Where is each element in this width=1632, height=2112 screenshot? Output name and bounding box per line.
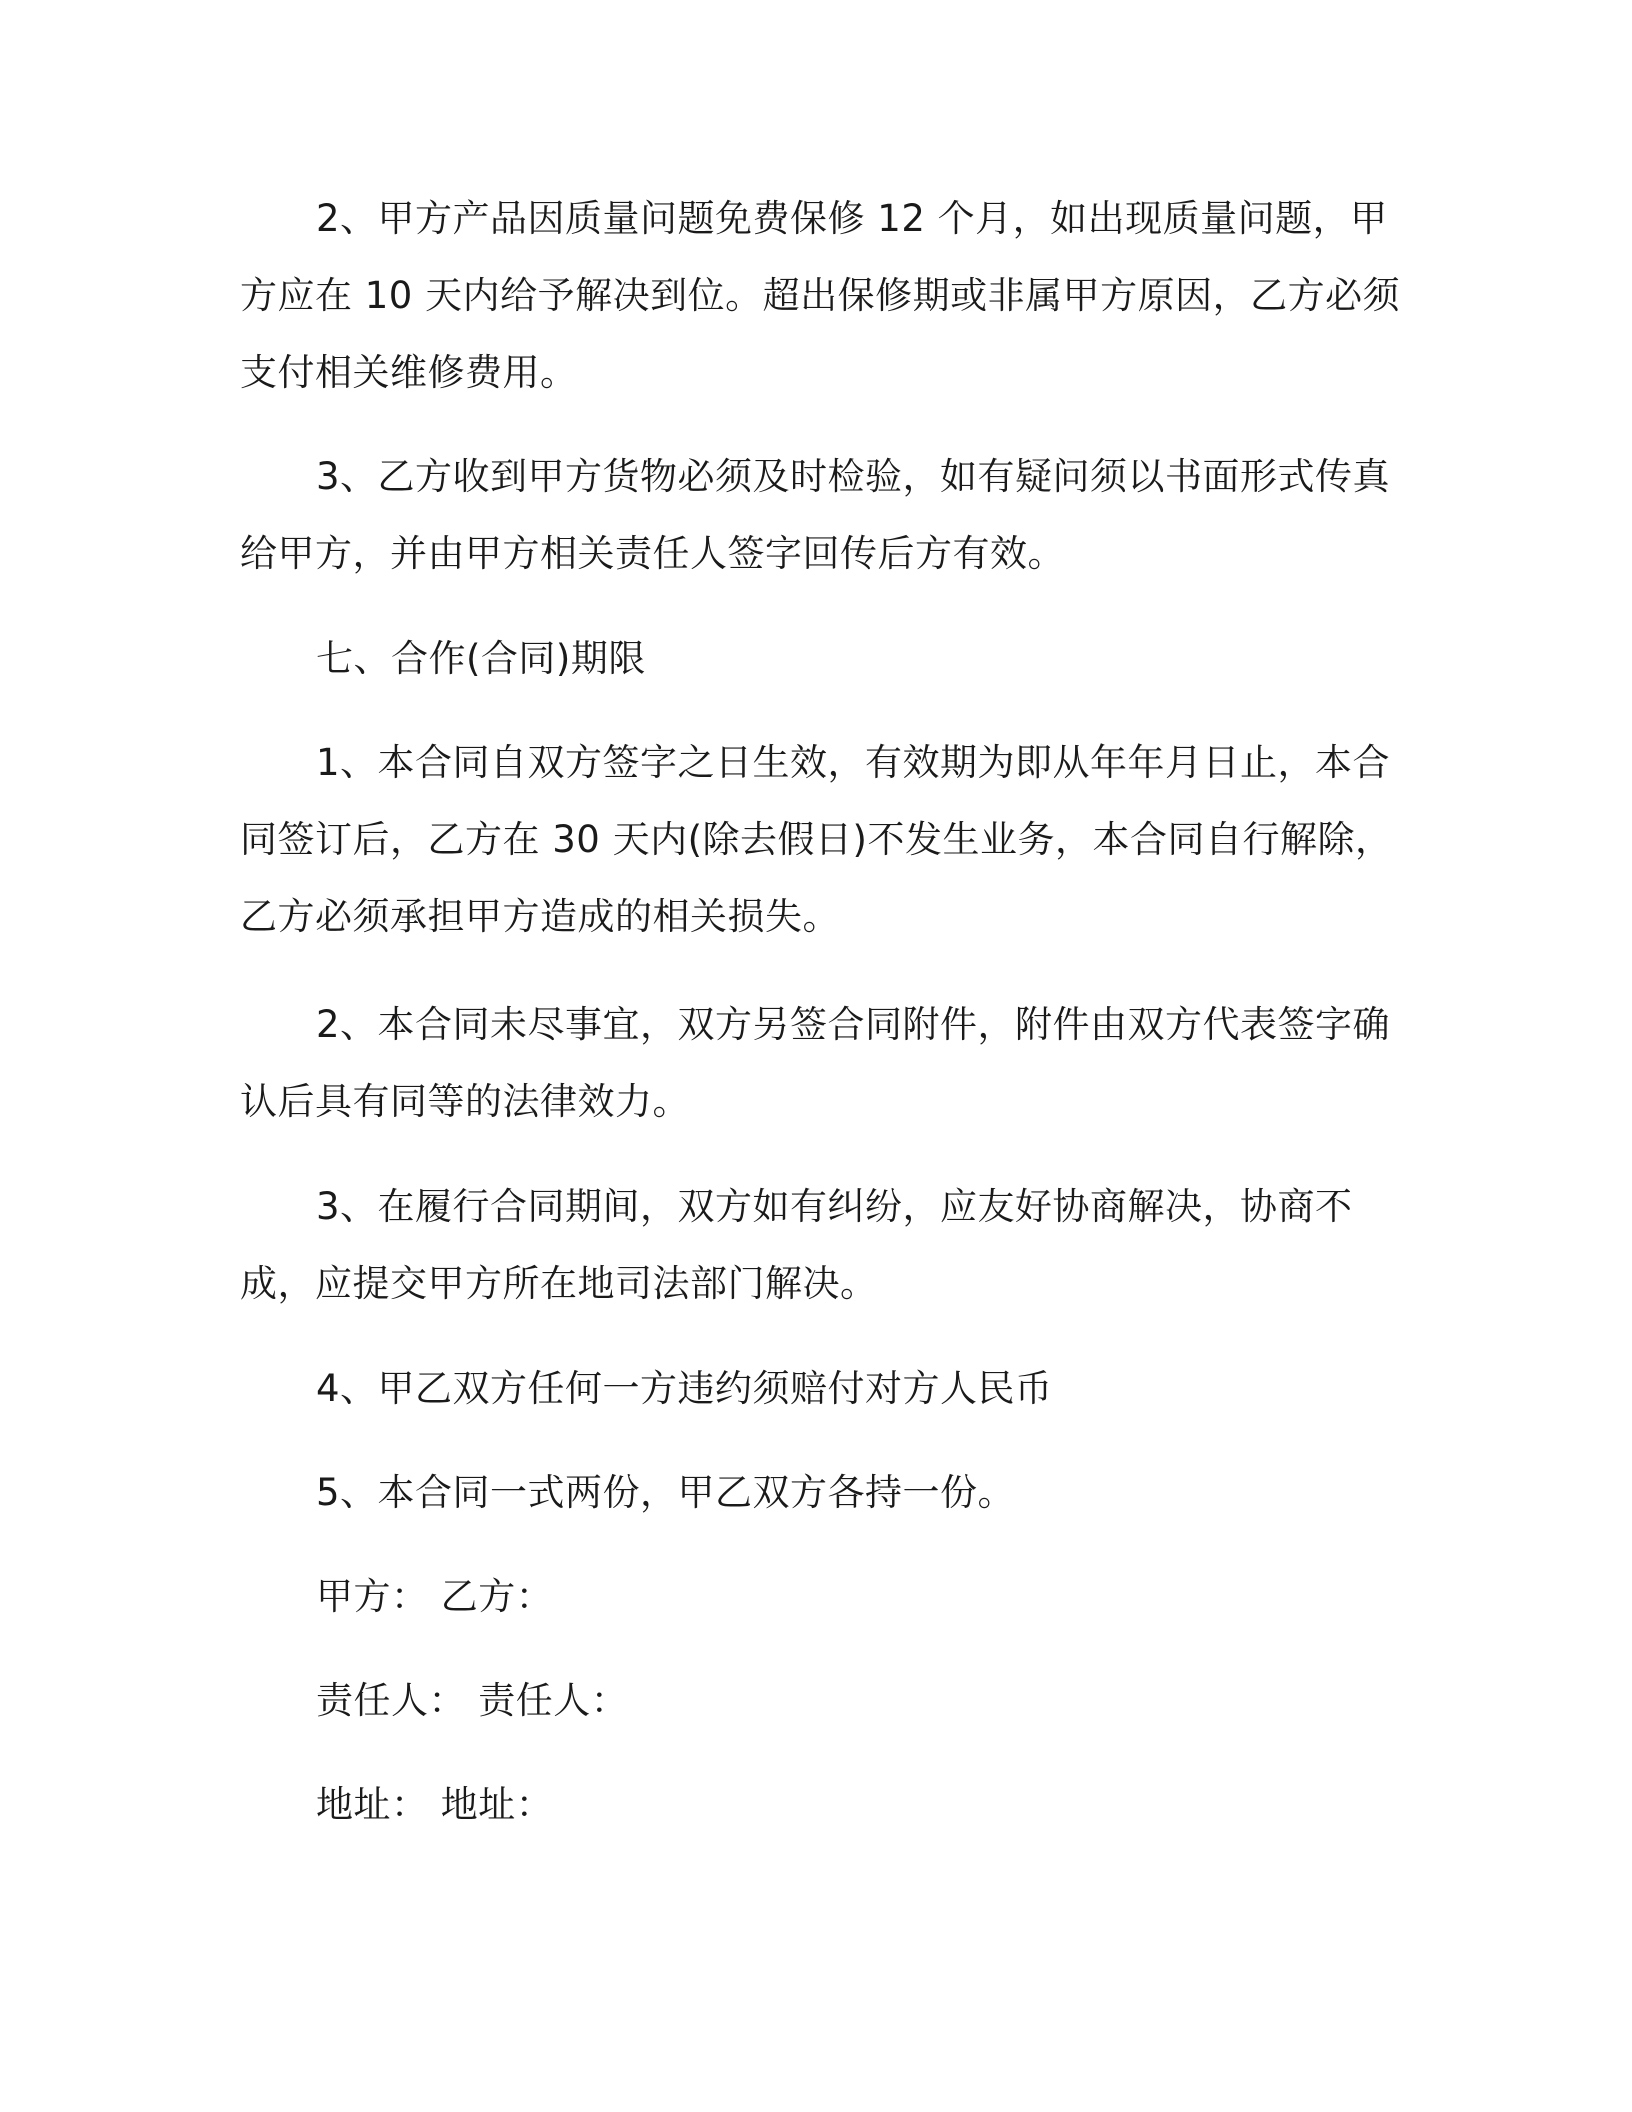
clause-copies: 5、本合同一式两份，甲乙双方各持一份。: [316, 1471, 1016, 1514]
clause-inspection: 3、乙方收到甲方货物必须及时检验，如有疑问须以书面形式传真给甲方，并由甲方相关责任人签字回传后方有效。: [240, 455, 1391, 575]
clause-dispute: 3、在履行合同期间，双方如有纠纷，应友好协商解决，协商不成，应提交甲方所在地司法部门解决。: [240, 1185, 1353, 1305]
clause-effective-period: 1、本合同自双方签字之日生效，有效期为即从年年月日止，本合同签订后，乙方在 30 天内(除去假日)不发生业务，本合同自行解除，乙方必须承担甲方造成的相关损失。: [240, 741, 1393, 938]
clause-supplement: 2、本合同未尽事宜，双方另签合同附件，附件由双方代表签字确认后具有同等的法律效力。: [240, 1003, 1391, 1123]
signature-parties: 甲方： 乙方：: [316, 1575, 554, 1618]
section-heading-term: 七、合作(合同)期限: [316, 637, 646, 680]
signature-responsible-persons: 责任人： 责任人：: [316, 1679, 629, 1722]
signature-addresses: 地址： 地址：: [316, 1783, 554, 1826]
clause-warranty: 2、甲方产品因质量问题免费保修 12 个月，如出现质量问题，甲方应在 10 天内给予解决到位。超出保修期或非属甲方原因，乙方必须支付相关维修费用。: [240, 197, 1401, 394]
clause-breach: 4、甲乙双方任何一方违约须赔付对方人民币: [316, 1367, 1053, 1410]
